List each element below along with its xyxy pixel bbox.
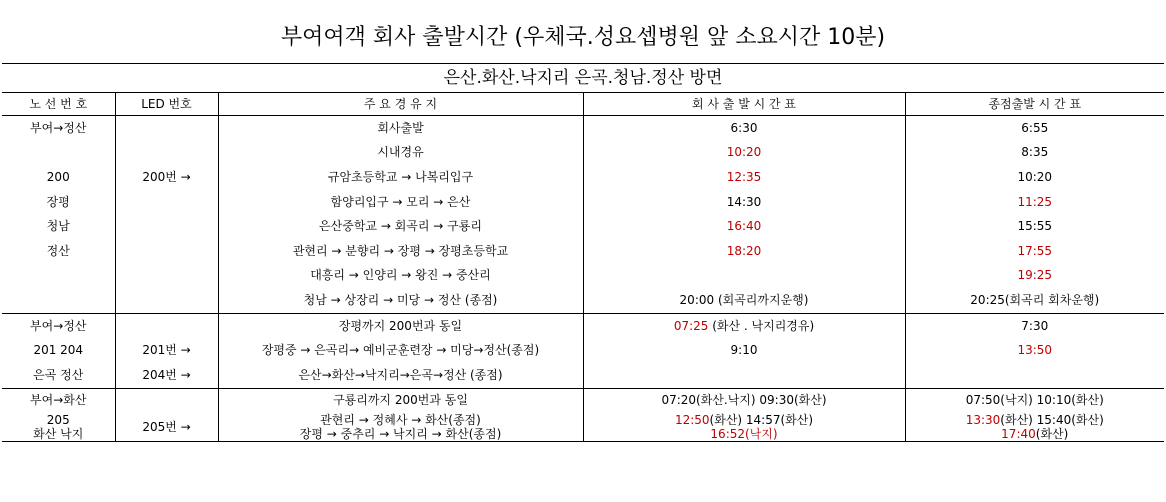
- terminal-time: 07:50(낙지) 10:10(화산): [905, 388, 1164, 413]
- table-row: [2, 313, 1164, 338]
- terminal-time-highlight: 13:30: [965, 413, 1001, 428]
- route-cell: 201 204: [33, 343, 84, 358]
- table-row: [2, 413, 1164, 442]
- route-cell: 부여→정산: [2, 313, 115, 338]
- table-row: [2, 141, 1164, 166]
- terminal-time: 6:55: [905, 116, 1164, 141]
- time-line: [906, 427, 1165, 441]
- route-cell: 정산: [46, 243, 70, 258]
- terminal-time: 19:25: [905, 264, 1164, 289]
- stops-cell: 은산중학교 → 회곡리 → 구룡리: [218, 214, 583, 239]
- time-line: [584, 413, 905, 427]
- company-time: 10:20: [583, 141, 905, 166]
- table-row: [2, 214, 1164, 239]
- route-cell: [2, 264, 115, 289]
- led-cell: [115, 141, 218, 166]
- terminal-time-note: (화산) 15:40(화산): [1000, 413, 1104, 428]
- led-cell: [115, 288, 218, 313]
- terminal-time-highlight: 17:40: [1001, 427, 1036, 442]
- route-cell: 장평: [46, 194, 70, 209]
- stops-cell: [218, 413, 583, 442]
- company-time-highlight: 12:50: [674, 413, 710, 428]
- led-cell: 201번 →: [115, 338, 218, 363]
- terminal-time: 20:25(회곡리 회차운행): [905, 288, 1164, 313]
- terminal-time: [905, 413, 1164, 442]
- company-time: 18:20: [583, 239, 905, 264]
- stops-cell: 규암초등학교 → 나복리입구: [218, 165, 583, 190]
- terminal-time-note: (화산): [1035, 427, 1069, 442]
- terminal-time: 13:50: [905, 338, 1164, 363]
- route-cell: [2, 413, 115, 442]
- stops-cell: 회사출발: [218, 116, 583, 141]
- header-company-departure: 회 사 출 발 시 간 표: [583, 93, 905, 116]
- company-time: [583, 264, 905, 289]
- route-cell: [2, 141, 115, 166]
- route-cell: 청남: [46, 219, 70, 234]
- stops-cell: 대흥리 → 인양리 → 왕진 → 중산리: [218, 264, 583, 289]
- page-title: 부여여객 회사 출발시간 (우체국.성요셉병원 앞 소요시간 10분): [280, 25, 886, 50]
- terminal-time: 17:55: [905, 239, 1164, 264]
- route-cell: 은곡 정산: [33, 367, 84, 382]
- led-cell: 205번 →: [115, 413, 218, 442]
- time-line: 16:52(낙지): [710, 427, 778, 442]
- table-row: [2, 165, 1164, 190]
- led-cell: [115, 116, 218, 141]
- company-time: [583, 413, 905, 442]
- terminal-time: 10:20: [905, 165, 1164, 190]
- table-row: [2, 338, 1164, 363]
- terminal-time: 15:55: [905, 214, 1164, 239]
- company-time-highlight: 07:25: [673, 318, 709, 333]
- header-stops: 주 요 경 유 지: [218, 93, 583, 116]
- company-time: 20:00 (회곡리까지운행): [583, 288, 905, 313]
- led-cell: [115, 214, 218, 239]
- stops-cell: 함양리입구 → 모리 → 은산: [218, 190, 583, 215]
- company-time-note: (화산) 14:57(화산): [709, 413, 814, 428]
- led-cell: [115, 264, 218, 289]
- led-cell: 204번 →: [115, 363, 218, 388]
- terminal-time: 11:25: [905, 190, 1164, 215]
- header-terminal-departure: 종점출발 시 간 표: [905, 93, 1164, 116]
- stops-cell: 시내경유: [218, 141, 583, 166]
- company-time: 12:35: [583, 165, 905, 190]
- stops-line: 장평 → 중추리 → 낙지리 → 화산(종점): [299, 427, 502, 442]
- header-row: [2, 93, 1164, 116]
- stops-cell: 은산→화산→낙지리→은곡→정산 (종점): [218, 363, 583, 388]
- company-time: 9:10: [583, 338, 905, 363]
- stops-cell: 장평까지 200번과 동일: [218, 313, 583, 338]
- terminal-time: [905, 363, 1164, 388]
- led-cell: [115, 313, 218, 338]
- led-cell: [115, 190, 218, 215]
- company-time-note: (화산 . 낙지리경유): [708, 318, 815, 333]
- table-row: [2, 264, 1164, 289]
- company-time: 16:40: [583, 214, 905, 239]
- led-cell: [115, 388, 218, 413]
- route-stops: 화산 낙지: [33, 427, 84, 442]
- stops-cell: 청남 → 상장리 → 미당 → 정산 (종점): [218, 288, 583, 313]
- company-time: 6:30: [583, 116, 905, 141]
- route-cell: 부여→정산: [30, 120, 87, 135]
- header-route: 노 선 번 호: [2, 93, 115, 116]
- company-time: 14:30: [583, 190, 905, 215]
- company-time: [583, 363, 905, 388]
- company-time: 07:20(화산.낙지) 09:30(화산): [583, 388, 905, 413]
- terminal-time: 7:30: [905, 313, 1164, 338]
- subtitle: 은산.화산.낙지리 은곡.청남.정산 방면: [2, 64, 1164, 93]
- table-row: [2, 116, 1164, 141]
- stops-cell: 관현리 → 분향리 → 장평 → 장평초등학교: [218, 239, 583, 264]
- route-cell: [2, 288, 115, 313]
- time-line: [906, 413, 1165, 427]
- header-led: LED 번호: [115, 93, 218, 116]
- company-time: [583, 313, 905, 338]
- route-cell: 부여→화산: [2, 388, 115, 413]
- table-row: [2, 363, 1164, 388]
- subtitle-row: [2, 64, 1164, 93]
- table-row: [2, 388, 1164, 413]
- route-cell: 200: [46, 169, 70, 184]
- route-number: 205: [46, 413, 70, 428]
- table-row: [2, 239, 1164, 264]
- stops-cell: 구룡리까지 200번과 동일: [218, 388, 583, 413]
- stops-line: 관현리 → 정혜사 → 화산(종점): [320, 413, 481, 428]
- table-row: [2, 288, 1164, 313]
- led-cell: [115, 239, 218, 264]
- terminal-time: 8:35: [905, 141, 1164, 166]
- table-row: [2, 190, 1164, 215]
- led-cell: 200번 →: [115, 165, 218, 190]
- timetable: [2, 63, 1164, 442]
- stops-cell: 장평중 → 은곡리→ 예비군훈련장 → 미당→정산(종점): [218, 338, 583, 363]
